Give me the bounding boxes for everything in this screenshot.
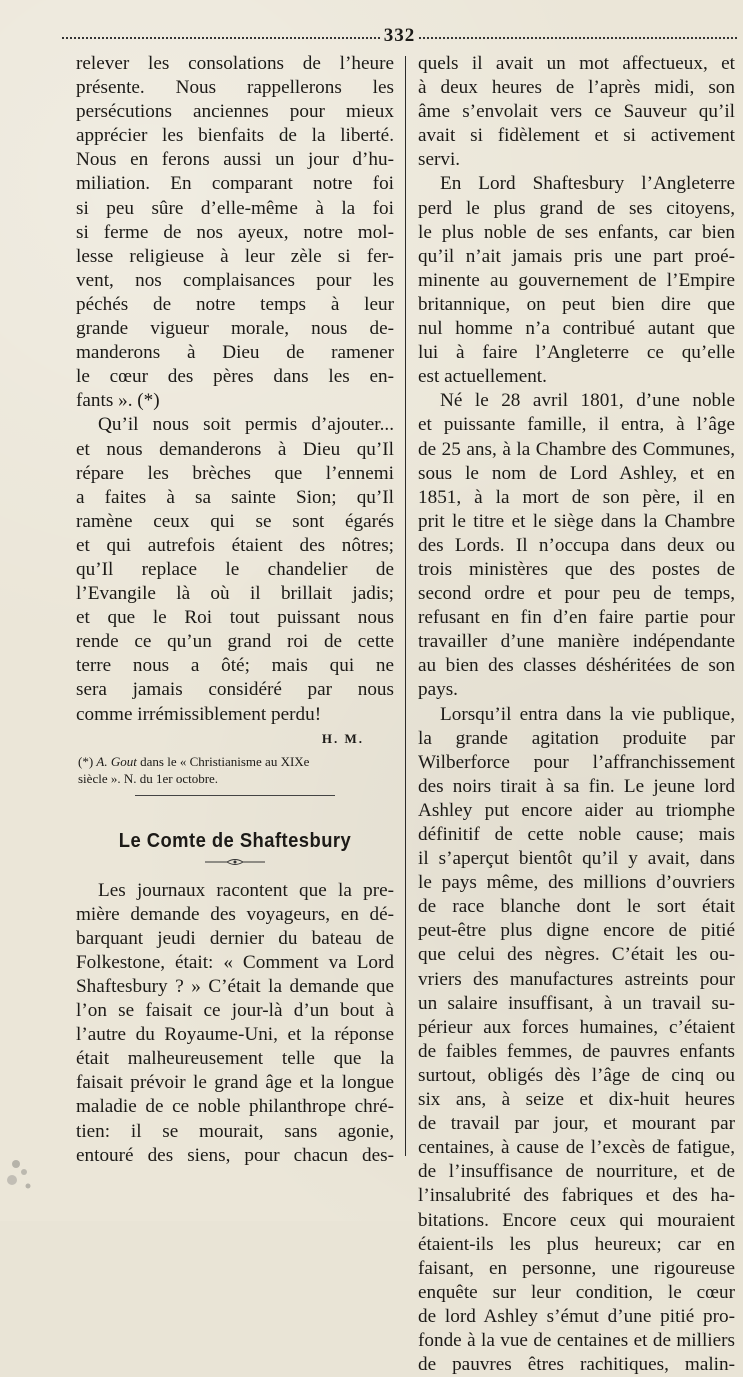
text-line: lesse religieuse à leur zèle si fer- (76, 245, 394, 267)
text-line: travailler d’une manière indépendante (418, 631, 735, 653)
text-line: Né le 28 avril 1801, d’une noble (440, 390, 735, 412)
text-line: l’autre du Royaume-Uni, et la réponse (76, 1024, 394, 1046)
text-line: enquête sur leur condition, le cœur (418, 1281, 735, 1303)
text-line: relever les consolations de l’heure (76, 53, 394, 74)
right-paragraph-3 (418, 389, 735, 702)
footnote-text: dans le « Christianisme au XIXe (140, 753, 310, 769)
left-paragraph-2 (76, 413, 394, 726)
text-line: 1851, à la mort de son père, il en (418, 486, 735, 508)
text-line: de 25 ans, à la Chambre des Communes, (418, 438, 735, 460)
article-title: Le Comte de Shaftesbury (118, 829, 352, 852)
text-line: des Lords. Il n’occupa dans deux ou (418, 534, 735, 556)
text-line: apprécier les bienfaits de la liberté. (76, 125, 394, 147)
text-line: Les journaux racontent que la pre- (98, 879, 394, 901)
text-line: Qu’il nous soit permis d’ajouter... (98, 414, 394, 436)
text-line: peut-être plus digne encore de pitié (418, 920, 735, 942)
text-line: six ans, à seize et dix-huit heures (418, 1089, 735, 1111)
text-line: de pauvres êtres rachitiques, malin- (418, 1354, 735, 1376)
left-paragraph-1 (76, 52, 394, 413)
text-line: sous le nom de Lord Ashley, et en (418, 462, 735, 484)
text-line: terre nous a ôté; mais qui ne (76, 655, 394, 677)
text-line: répare les brèches que l’ennemi (76, 462, 394, 484)
author-signature: H. M. (321, 730, 364, 746)
text-line: l’Evangile là où il brillait jadis; (76, 583, 394, 605)
right-paragraph-2 (418, 172, 735, 389)
text-line: surtout, obligés dès l’âge de cinq ou (418, 1064, 735, 1086)
text-line: Wilberforce pour l’affranchissement (418, 751, 735, 773)
text-line: et que le Roi tout puissant nous (76, 607, 394, 629)
footnote-text: siècle ». N. du 1er octobre. (78, 770, 219, 786)
title-ornament-icon (203, 857, 267, 867)
text-line: le cœur des pères dans les en- (76, 366, 394, 388)
text-line: refusant en fin d’en faire partie pour (418, 607, 735, 629)
text-line: est actuellement. (418, 366, 547, 388)
text-line: était malheureusement telle que la (76, 1048, 394, 1070)
footnote-marker: (*) (78, 753, 94, 769)
text-line: étaient-ils les plus heureux; car en (418, 1233, 735, 1255)
text-line: manderons à Dieu de ramener (76, 342, 394, 364)
text-line: mière demande des voyageurs, en dé- (76, 903, 394, 925)
text-line: prit le titre et le siège dans la Chambre (418, 510, 735, 532)
text-line: définitif de cette noble cause; mais (418, 824, 735, 845)
text-line: Ashley put encore aider au triomphe (418, 799, 735, 821)
text-line: Folkestone, était: « Comment va Lord (76, 951, 394, 973)
text-line: le plus noble de ses enfants, car bien (418, 221, 735, 243)
text-line: sera jamais considéré par nous (76, 679, 394, 701)
text-line: fants ». (*) (76, 390, 160, 412)
text-line: Nous en ferons aussi un jour d’hu- (76, 149, 394, 171)
text-line: faisait prévoir le grand âge et la longue (76, 1072, 394, 1094)
text-line: si ferme de nos ayeux, notre mol- (76, 221, 394, 243)
footnote (78, 753, 394, 787)
text-line: comme irrémissiblement perdu! (76, 703, 322, 725)
paper-stain-icon (4, 1150, 44, 1200)
text-line: centaines, à cause de l’excès de fatigue, (418, 1137, 735, 1159)
text-line: l’insalubrité des fabriques et des ha- (418, 1185, 735, 1207)
text-line: des noirs tirait à sa fin. Le jeune lord (418, 775, 735, 797)
text-line: de l’insuffisance de nourriture, et de (418, 1161, 735, 1183)
text-line: trois ministères que des postes de (418, 558, 735, 580)
text-line: tien: il se mourait, sans agonie, (76, 1120, 394, 1142)
separator-rule (135, 795, 335, 796)
left-column (76, 52, 394, 1168)
text-line: entouré des siens, pour chacun des- (76, 1144, 394, 1166)
text-line: fonde à la vue de centaines et de milliers (418, 1329, 735, 1351)
text-line: rende ce qu’un grand roi de cette (76, 631, 394, 653)
right-column (418, 52, 735, 1377)
text-line: lui à faire l’Angleterre ce qu’elle (418, 342, 735, 364)
text-line: miliation. En comparant notre foi (76, 173, 394, 195)
text-line: avait si fidèlement et si activement (418, 125, 735, 147)
text-line: nul homme n’a contribué autant que (418, 318, 735, 340)
text-line: a faites à sa sainte Sion; qu’Il (76, 486, 394, 508)
column-divider (405, 56, 406, 1156)
left-paragraph-3 (76, 879, 394, 1168)
text-line: l’on se faisait ce jour-là d’un bout à (76, 1000, 394, 1022)
text-line: la grande agitation produite par (418, 727, 735, 749)
text-line: faisant, en personne, une rigoureuse (418, 1257, 735, 1279)
text-line: de race blanche dont le sort était (418, 896, 735, 918)
text-line: si peu sûre d’elle-même à la foi (76, 197, 394, 219)
text-line: maladie de ce noble philanthrope chré- (76, 1096, 394, 1118)
footnote-author: A. Gout (96, 753, 137, 769)
text-line: au bien des classes déshéritées de son (418, 655, 735, 677)
section-separator (76, 795, 394, 821)
text-line: pays. (418, 679, 458, 701)
page-number: 332 (383, 25, 416, 46)
text-line: il s’aperçut bientôt qu’il y avait, dans (418, 848, 735, 870)
text-line: servi. (418, 149, 461, 171)
text-line: et qui autrefois étaient des nôtres; (76, 534, 394, 556)
text-line: britannique, on peut bien dire que (418, 293, 735, 315)
text-line: et puissante famille, il entra, à l’âge (418, 414, 735, 436)
text-line: qu’il n’ait jamais pris une part proé- (418, 245, 735, 267)
text-line: grande vigueur morale, nous de- (76, 318, 394, 340)
right-paragraph-4 (418, 703, 735, 1377)
text-line: de travail par jour, et mourant par (418, 1113, 735, 1135)
text-line: à deux heures de l’après midi, son (418, 77, 735, 99)
text-line: de faibles femmes, de pauvres enfants (418, 1040, 735, 1062)
header-rule-right (419, 37, 737, 39)
text-line: minente au gouvernement de l’Empire (418, 269, 735, 291)
text-line: En Lord Shaftesbury l’Angleterre (440, 173, 735, 195)
text-line: persécutions anciennes pour mieux (76, 101, 394, 123)
text-line: Shaftesbury ? » C’était la demande que (76, 976, 394, 997)
header-rule-left (62, 37, 380, 39)
right-paragraph-1 (418, 52, 735, 172)
text-line: vriers des manufactures astreints pour (418, 968, 735, 990)
page-header (62, 22, 737, 50)
text-line: qu’Il replace le chandelier de (76, 558, 394, 580)
text-line: Lorsqu’il entra dans la vie publique, (440, 703, 735, 725)
text-line: présente. Nous rappellerons les (76, 77, 394, 99)
text-line: vent, nos complaisances pour les (76, 269, 394, 291)
text-line: et nous demanderons à Dieu qu’Il (76, 438, 394, 460)
text-line: ramène ceux qui se sont égarés (76, 510, 394, 532)
text-line: âme s’envolait vers ce Sauveur qu’il (418, 101, 735, 123)
text-line: bitations. Encore ceux qui mouraient (418, 1209, 735, 1231)
text-line: quels il avait un mot affectueux, et (418, 53, 735, 74)
text-line: second ordre et pour peu de temps, (418, 583, 735, 605)
text-line: que celui des nègres. C’était les ou- (418, 944, 735, 966)
text-line: barquant jeudi dernier du bateau de (76, 927, 394, 949)
text-line: de lord Ashley s’émut d’une pitié pro- (418, 1305, 735, 1327)
text-line: un salaire insuffisant, à un travail su- (418, 992, 735, 1014)
text-line: le pays même, des millions d’ouvriers (418, 872, 735, 894)
text-line: péchés de notre temps à leur (76, 293, 394, 315)
text-line: périeur aux forces humaines, c’étaient (418, 1016, 735, 1038)
text-line: perd le plus grand de ses citoyens, (418, 197, 735, 219)
